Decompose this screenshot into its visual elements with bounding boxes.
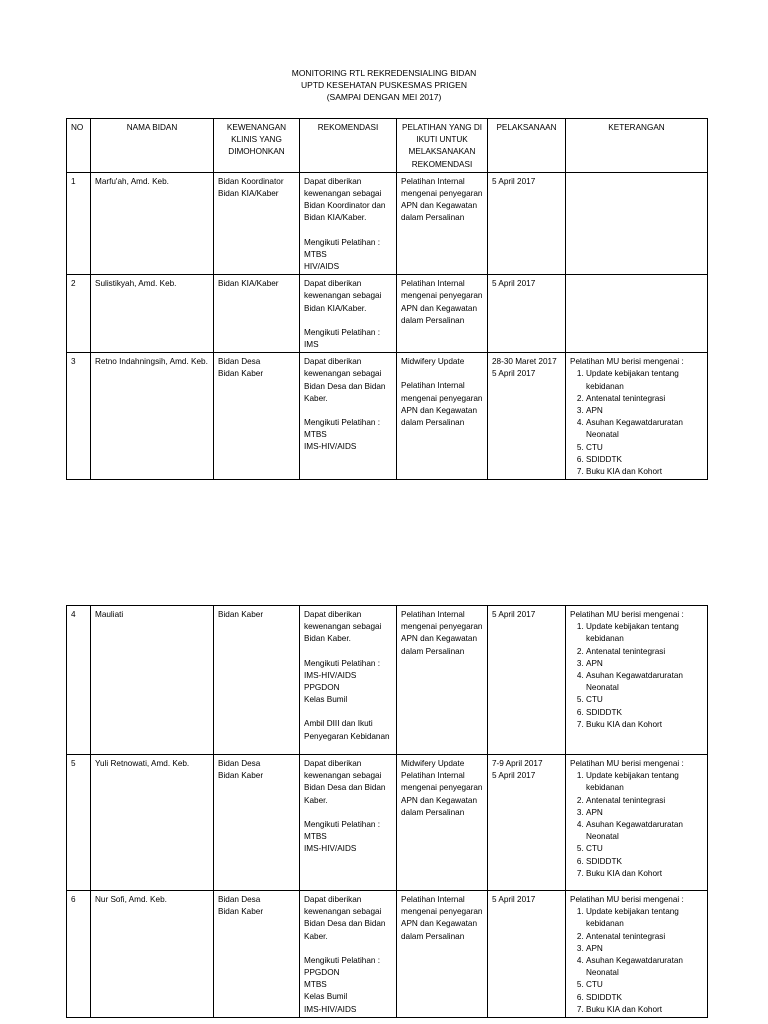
header-no: NO <box>67 119 91 173</box>
cell-rekomendasi <box>300 891 397 1018</box>
list-item: 1. Update kebijakan tentang kebidanan <box>586 368 703 392</box>
header-nama: NAMA BIDAN <box>91 119 214 173</box>
cell-kewenangan: Bidan Desa Bidan Kaber <box>214 891 300 1018</box>
cell-nama: Sulistikyah, Amd. Keb. <box>91 275 214 353</box>
header-pelaksanaan: PELAKSANAAN <box>488 119 566 173</box>
list-item: 7. Buku KIA dan Kohort <box>586 719 703 731</box>
list-item: 7. Buku KIA dan Kohort <box>586 868 703 880</box>
list-item: 2. Antenatal tenintegrasi <box>586 393 703 405</box>
cell-keterangan <box>566 172 708 274</box>
list-item: 5. CTU <box>586 843 703 855</box>
list-item: 3. APN <box>586 807 703 819</box>
cell-no: 6 <box>67 891 91 1018</box>
list-item: 6. SDIDDTK <box>586 707 703 719</box>
rekomendasi-pelatihan: Mengikuti Pelatihan : MTBS IMS-HIV/AIDS <box>304 819 381 854</box>
pelatihan-text: Midwifery Update <box>401 357 465 367</box>
table-row <box>67 891 708 1018</box>
cell-rekomendasi <box>300 353 397 480</box>
cell-pelatihan: Pelatihan Internal mengenai penyegaran APN dan Kegawatan dalam Persalinan <box>397 275 488 353</box>
cell-rekomendasi <box>300 172 397 274</box>
rekomendasi-text: Dapat diberikan kewenangan sebagai Bidan KIA/Kaber. <box>304 279 382 313</box>
list-item: 7. Buku KIA dan Kohort <box>586 466 703 478</box>
list-item: 1. Update kebijakan tentang kebidanan <box>586 770 703 794</box>
list-item: 1. Update kebijakan tentang kebidanan <box>586 906 703 930</box>
cell-kewenangan: Bidan Kaber <box>214 606 300 755</box>
cell-pelatihan <box>397 353 488 480</box>
title-line-1: MONITORING RTL REKREDENSIALING BIDAN <box>291 68 477 78</box>
list-item: 6. SDIDDTK <box>586 992 703 1004</box>
list-item: 3. APN <box>586 943 703 955</box>
list-item: 7. Buku KIA dan Kohort <box>586 1004 703 1016</box>
monitoring-table-page-2 <box>66 605 708 1018</box>
table-row <box>67 172 708 274</box>
list-item: 3. APN <box>586 658 703 670</box>
cell-pelaksanaan: 28-30 Maret 2017 5 April 2017 <box>488 353 566 480</box>
keterangan-heading: Pelatihan MU berisi mengenai : <box>570 759 684 768</box>
list-item: 5. CTU <box>586 694 703 706</box>
cell-pelatihan: Pelatihan Internal mengenai penyegaran APN dan Kegawatan dalam Persalinan <box>397 891 488 1018</box>
table-header-row <box>67 119 708 173</box>
keterangan-list <box>570 621 703 731</box>
list-item: 2. Antenatal tenintegrasi <box>586 795 703 807</box>
list-item: 1. Update kebijakan tentang kebidanan <box>586 621 703 645</box>
cell-keterangan <box>566 755 708 891</box>
cell-keterangan <box>566 353 708 480</box>
table-row <box>67 606 708 755</box>
cell-pelaksanaan: 5 April 2017 <box>488 606 566 755</box>
list-item: 4. Asuhan Kegawatdaruratan Neonatal <box>586 417 703 441</box>
cell-kewenangan: Bidan KIA/Kaber <box>214 275 300 353</box>
cell-kewenangan: Bidan Desa Bidan Kaber <box>214 755 300 891</box>
cell-kewenangan: Bidan Desa Bidan Kaber <box>214 353 300 480</box>
cell-keterangan <box>566 891 708 1018</box>
cell-pelatihan: Pelatihan Internal mengenai penyegaran APN dan Kegawatan dalam Persalinan <box>397 172 488 274</box>
cell-pelaksanaan: 7-9 April 2017 5 April 2017 <box>488 755 566 891</box>
table-row <box>67 275 708 353</box>
rekomendasi-pelatihan: Mengikuti Pelatihan : MTBS IMS-HIV/AIDS <box>304 418 381 452</box>
cell-keterangan <box>566 275 708 353</box>
header-keterangan: KETERANGAN <box>566 119 708 173</box>
list-item: 5. CTU <box>586 442 703 454</box>
list-item: 4. Asuhan Kegawatdaruratan Neonatal <box>586 955 703 979</box>
table-row <box>67 755 708 891</box>
cell-pelatihan: Pelatihan Internal mengenai penyegaran APN dan Kegawatan dalam Persalinan <box>397 606 488 755</box>
cell-pelaksanaan: 5 April 2017 <box>488 891 566 1018</box>
rekomendasi-pelatihan: Mengikuti Pelatihan : IMS-HIV/AIDS PPGDON Kelas Bumil <box>304 658 381 705</box>
list-item: 4. Asuhan Kegawatdaruratan Neonatal <box>586 819 703 843</box>
pelatihan-text-2: Pelatihan Internal mengenai penyegaran APN dan Kegawatan dalam Persalinan <box>401 381 483 428</box>
cell-nama: Retno Indahningsih, Amd. Keb. <box>91 353 214 480</box>
list-item: 6. SDIDDTK <box>586 856 703 868</box>
title-line-3: (SAMPAI DENGAN MEI 2017) <box>326 92 442 102</box>
rekomendasi-text: Dapat diberikan kewenangan sebagai Bidan Koordinator dan Bidan KIA/Kaber. <box>304 176 386 223</box>
cell-pelaksanaan: 5 April 2017 <box>488 172 566 274</box>
cell-kewenangan: Bidan Koordinator Bidan KIA/Kaber <box>214 172 300 274</box>
table-row <box>67 353 708 480</box>
rekomendasi-text: Dapat diberikan kewenangan sebagai Bidan Kaber. <box>304 610 382 644</box>
cell-nama: Marfu'ah, Amd. Keb. <box>91 172 214 274</box>
cell-rekomendasi <box>300 606 397 755</box>
header-rekomendasi: REKOMENDASI <box>300 119 397 173</box>
keterangan-heading: Pelatihan MU berisi mengenai : <box>570 610 684 619</box>
cell-nama: Nur Sofi, Amd. Keb. <box>91 891 214 1018</box>
rekomendasi-pelatihan: Mengikuti Pelatihan : MTBS HIV/AIDS <box>304 237 381 272</box>
list-item: 2. Antenatal tenintegrasi <box>586 646 703 658</box>
cell-no: 3 <box>67 353 91 480</box>
list-item: 3. APN <box>586 405 703 417</box>
title-line-2: UPTD KESEHATAN PUSKESMAS PRIGEN <box>301 80 467 90</box>
cell-nama: Yuli Retnowati, Amd. Keb. <box>91 755 214 891</box>
rekomendasi-text: Dapat diberikan kewenangan sebagai Bidan Desa dan Bidan Kaber. <box>304 759 386 805</box>
keterangan-heading: Pelatihan MU berisi mengenai : <box>570 357 684 367</box>
keterangan-heading: Pelatihan MU berisi mengenai : <box>570 895 684 904</box>
cell-no: 2 <box>67 275 91 353</box>
rekomendasi-tambahan: Ambil DIII dan Ikuti Penyegaran Kebidanan <box>304 719 390 741</box>
cell-no: 1 <box>67 172 91 274</box>
keterangan-list <box>570 770 703 880</box>
header-pelatihan: PELATIHAN YANG DI IKUTI UNTUK MELAKSANAKAN REKOMENDASI <box>397 119 488 173</box>
list-item: 2. Antenatal tenintegrasi <box>586 931 703 943</box>
cell-nama: Mauliati <box>91 606 214 755</box>
rekomendasi-pelatihan: Mengikuti Pelatihan : PPGDON MTBS Kelas Bumil IMS-HIV/AIDS <box>304 955 381 1014</box>
rekomendasi-pelatihan: Mengikuti Pelatihan : IMS <box>304 327 381 350</box>
cell-rekomendasi <box>300 755 397 891</box>
cell-pelaksanaan: 5 April 2017 <box>488 275 566 353</box>
keterangan-list <box>570 368 703 478</box>
cell-no: 4 <box>67 606 91 755</box>
document-title <box>0 67 768 103</box>
rekomendasi-text: Dapat diberikan kewenangan sebagai Bidan Desa dan Bidan Kaber. <box>304 895 386 941</box>
list-item: 5. CTU <box>586 979 703 991</box>
list-item: 4. Asuhan Kegawatdaruratan Neonatal <box>586 670 703 694</box>
rekomendasi-text: Dapat diberikan kewenangan sebagai Bidan Desa dan Bidan Kaber. <box>304 357 386 403</box>
cell-no: 5 <box>67 755 91 891</box>
cell-pelatihan: Midwifery Update Pelatihan Internal mengenai penyegaran APN dan Kegawatan dalam Persalinan <box>397 755 488 891</box>
header-kewenangan: KEWENANGAN KLINIS YANG DIMOHONKAN <box>214 119 300 173</box>
list-item: 6. SDIDDTK <box>586 454 703 466</box>
keterangan-list <box>570 906 703 1016</box>
cell-rekomendasi <box>300 275 397 353</box>
cell-keterangan <box>566 606 708 755</box>
monitoring-table-page-1 <box>66 118 708 480</box>
